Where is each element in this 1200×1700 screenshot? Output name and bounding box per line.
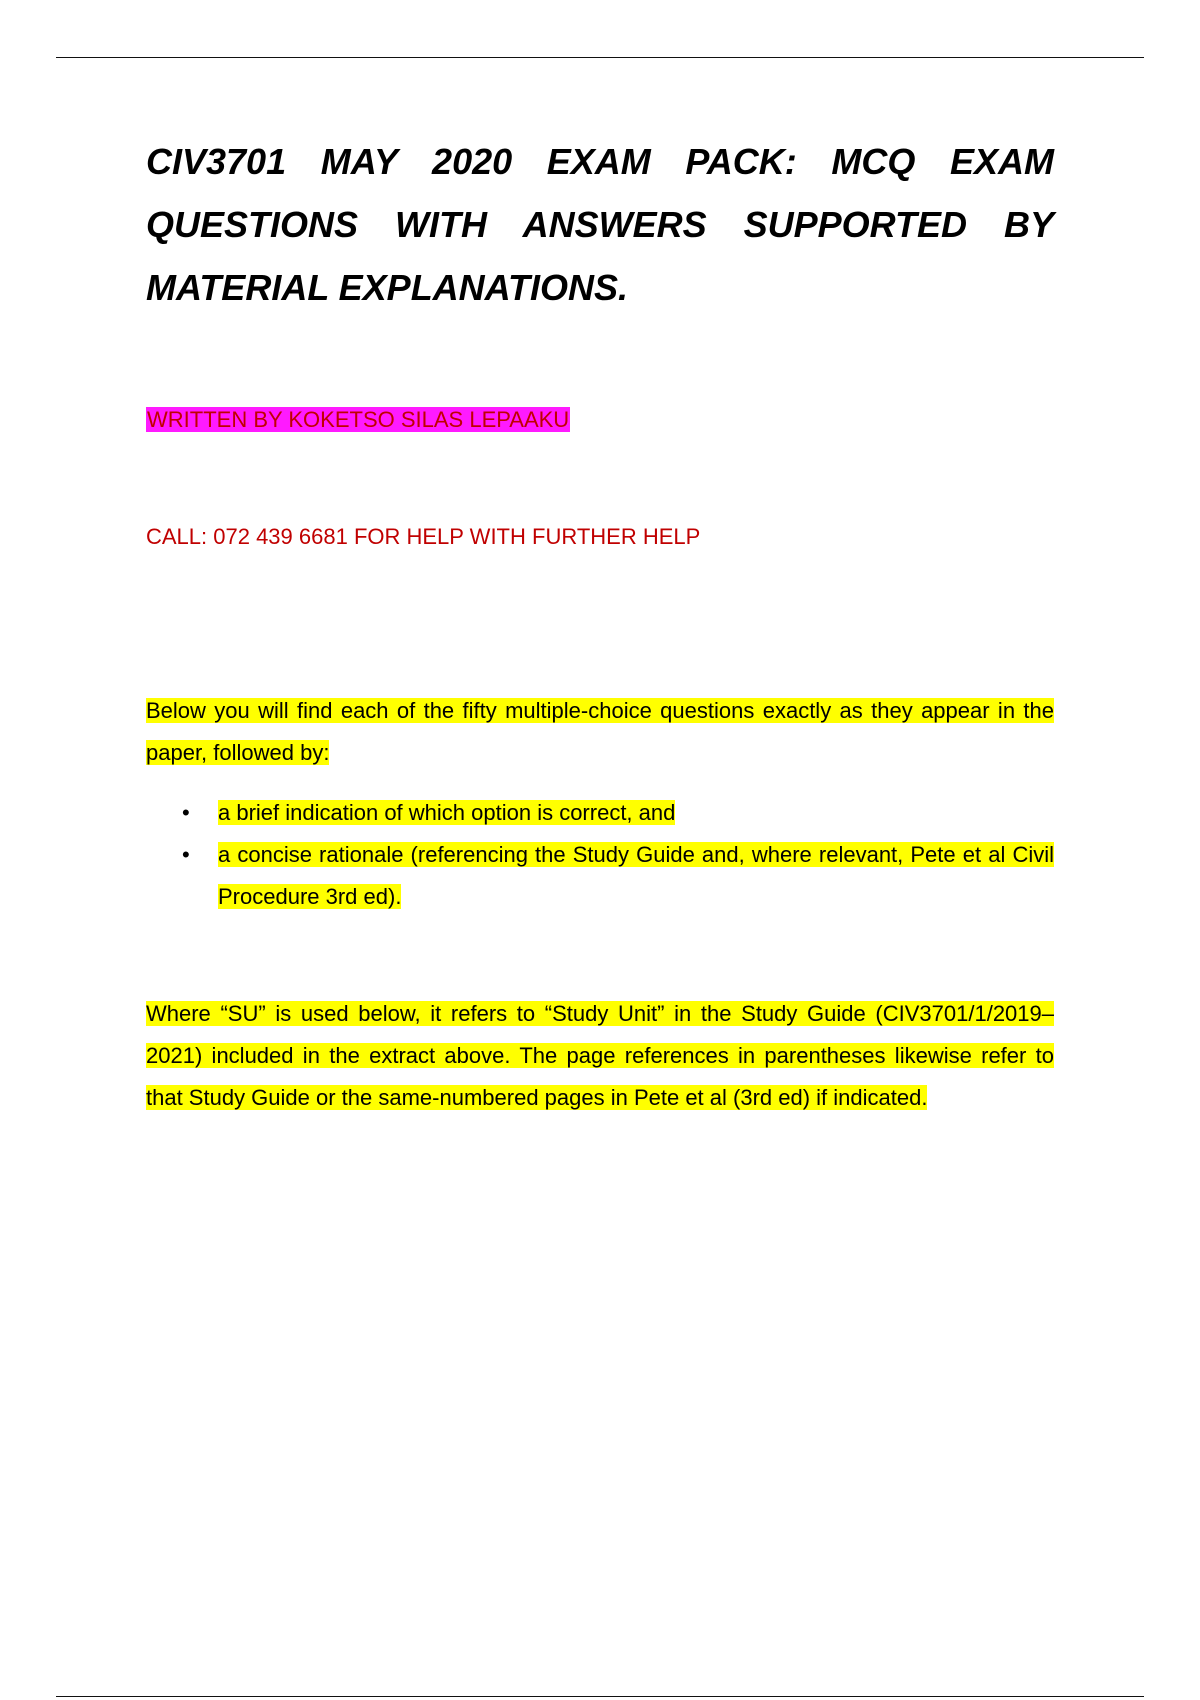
intro-paragraph <box>146 690 1054 774</box>
list-item <box>146 792 1054 834</box>
intro-text: Below you will find each of the fifty multiple-choice questions exactly as they appear in the paper, followed by: <box>146 698 1054 765</box>
bullet-icon: • <box>182 842 190 867</box>
top-rule <box>56 57 1144 58</box>
note-paragraph <box>146 993 1054 1119</box>
list-item <box>146 834 1054 918</box>
bottom-rule <box>56 1696 1144 1697</box>
note-text: Where “SU” is used below, it refers to “Study Unit” in the Study Guide (CIV3701/1/2019–2021) included in the extract above. The page references in parentheses likewise refer to that Study Guide or the same-numbered pages in Pete et al (3rd ed) if indicated. <box>146 1001 1054 1110</box>
call-text: CALL: 072 439 6681 FOR HELP WITH FURTHER HELP <box>146 524 701 549</box>
document-title: CIV3701 MAY 2020 EXAM PACK: MCQ EXAM QUESTIONS WITH ANSWERS SUPPORTED BY MATERIAL EXPLANATIONS. <box>146 141 1054 308</box>
bullet-icon: • <box>182 800 190 825</box>
bullet-text: a brief indication of which option is correct, and <box>218 800 676 825</box>
bullet-list <box>146 792 1054 918</box>
author-highlight: WRITTEN BY KOKETSO SILAS LEPAAKU <box>147 407 570 432</box>
call-line <box>146 522 700 552</box>
author-line <box>146 405 570 435</box>
bullet-text: a concise rationale (referencing the Study Guide and, where relevant, Pete et al Civil Procedure 3rd ed). <box>218 842 1054 909</box>
